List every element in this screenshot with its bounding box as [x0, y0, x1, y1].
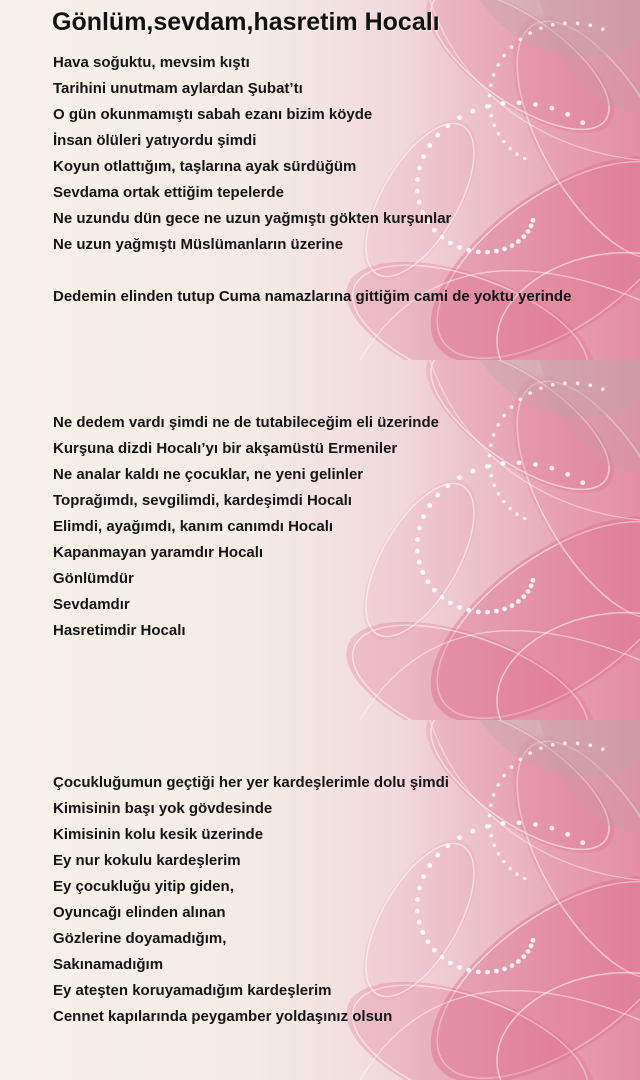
poem-line: Toprağımdı, sevgilimdi, kardeşimdi Hocalı	[53, 492, 352, 509]
poem-line: Sevdama ortak ettiğim tepelerde	[53, 184, 284, 201]
poem-line: Dedemin elinden tutup Cuma namazlarına gittiğim cami de yoktu yerinde	[53, 288, 572, 305]
poem-line: Tarihini unutmam aylardan Şubat’tı	[53, 80, 303, 97]
poem-line: Gönlümdür	[53, 570, 134, 587]
poem-line: Kimisinin kolu kesik üzerinde	[53, 826, 264, 843]
poem-line: Cennet kapılarında peygamber yoldaşınız olsun	[53, 1008, 393, 1025]
stanza-1	[53, 50, 451, 258]
poem-line: Ne dedem vardı şimdi ne de tutabileceğim eli üzerinde	[53, 414, 439, 431]
stanza-2	[53, 284, 571, 310]
poem-line: Ne analar kaldı ne çocuklar, ne yeni gelinler	[53, 466, 364, 483]
poem-line: Hasretimdir Hocalı	[53, 622, 186, 639]
poem-line: Gözlerine doyamadığım,	[53, 930, 227, 947]
poem-line: Ey çocukluğu yitip giden,	[53, 878, 234, 895]
poem-line: Kurşuna dizdi Hocalı’yı bir akşamüstü Ermeniler	[53, 440, 398, 457]
poem-line: Sakınamadığım	[53, 956, 164, 973]
poem-line: O gün okunmamıştı sabah ezanı bizim köyde	[53, 106, 373, 123]
poem-line: Koyun otlattığım, taşlarına ayak sürdüğüm	[53, 158, 357, 175]
poem-line: Elimdi, ayağımdı, kanım canımdı Hocalı	[53, 518, 334, 535]
poem-line: Çocukluğumun geçtiği her yer kardeşlerimle dolu şimdi	[53, 774, 449, 791]
poem-title: Gönlüm,sevdam,hasretim Hocalı	[52, 8, 440, 36]
poem-line: İnsan ölüleri yatıyordu şimdi	[53, 132, 257, 149]
poem-line: Ne uzundu dün gece ne uzun yağmıştı gökten kurşunlar	[53, 210, 452, 227]
poem-line: Oyuncağı elinden alınan	[53, 904, 226, 921]
poem-line: Ey nur kokulu kardeşlerim	[53, 852, 241, 869]
poem-line: Ey ateşten koruyamadığım kardeşlerim	[53, 982, 332, 999]
stanza-4	[53, 770, 449, 1030]
poem-line: Ne uzun yağmıştı Müslümanların üzerine	[53, 236, 344, 253]
poem-line: Hava soğuktu, mevsim kıştı	[53, 54, 250, 71]
stanza-3	[53, 410, 439, 644]
poem-line: Kimisinin başı yok gövdesinde	[53, 800, 273, 817]
poem-line: Sevdamdır	[53, 596, 130, 613]
poem-line: Kapanmayan yaramdır Hocalı	[53, 544, 264, 561]
